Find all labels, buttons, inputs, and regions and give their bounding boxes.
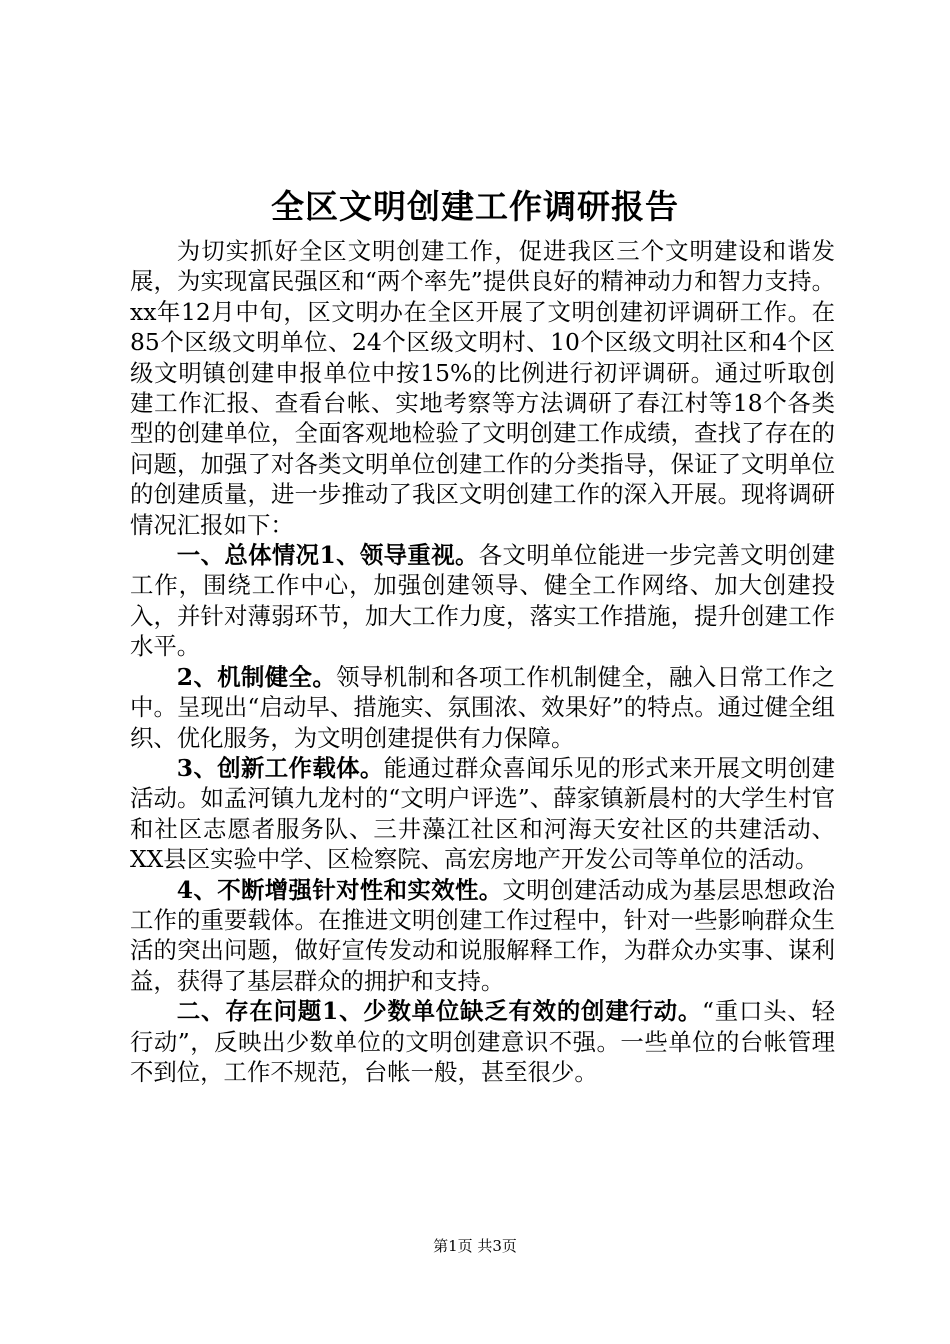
paragraph-lead: 2、机制健全。: [176, 662, 337, 691]
page-footer: 第1页 共3页: [433, 1237, 517, 1255]
paragraph-lead: 4、不断增强针对性和实效性。: [176, 875, 503, 904]
paragraph-text: “重口头、轻行动”，反映出少数单位的文明创建意识不强。一些单位的台帐管理不到位，工作不规范，台帐一般，甚至很少。: [130, 997, 835, 1086]
paragraph-lead: 二、存在问题1、少数单位缺乏有效的创建行动。: [176, 997, 703, 1026]
paragraph-lead: 一、总体情况1、领导重视。: [176, 541, 479, 570]
paragraph-innovation: [130, 753, 835, 875]
paragraph-problems: [130, 996, 835, 1087]
document-title: 全区文明创建工作调研报告: [271, 187, 679, 226]
paragraph-intro: [130, 236, 835, 540]
document-body: [130, 236, 835, 1087]
paragraph-mechanism: [130, 662, 835, 753]
paragraph-leadership: [130, 540, 835, 662]
paragraph-text: 能通过群众喜闻乐见的形式来开展文明创建活动。如孟河镇九龙村的“文明户评选”、薛家镇新晨村的大学生村官和社区志愿者服务队、三井藻江社区和河海天安社区的共建活动、XX县区实验中学、区检察院、高宏房地产开发公司等单位的活动。: [130, 753, 835, 874]
paragraph-text: 领导机制和各项工作机制健全，融入日常工作之中。呈现出“启动早、措施实、氛围浓、效果好”的特点。通过健全组织、优化服务，为文明创建提供有力保障。: [130, 662, 835, 752]
paragraph-text: 各文明单位能进一步完善文明创建工作，围绕工作中心，加强创建领导、健全工作网络、加大创建投入，并针对薄弱环节，加大工作力度，落实工作措施，提升创建工作水平。: [130, 541, 836, 661]
paragraph-text: 为切实抓好全区文明创建工作，促进我区三个文明建设和谐发展，为实现富民强区和“两个率先”提供良好的精神动力和智力支持。xx年12月中旬，区文明办在全区开展了文明创建初评调研工作。在85个区级文明单位、24个区级文明村、10个区级文明社区和4个区级文明镇创建申报单位中按15%的比例进行初评调研。通过听取创建工作汇报、查看台帐、实地考察等方法调研了春江村等18个各类型的创建单位，全面客观地检验了文明创建工作成绩，查找了存在的问题，加强了对各类文明单位创建工作的分类指导，保证了文明单位的创建质量，进一步推动了我区文明创建工作的深入开展。现将调研情况汇报如下：: [130, 237, 835, 539]
paragraph-text: 文明创建活动成为基层思想政治工作的重要载体。在推进文明创建工作过程中，针对一些影响群众生活的突出问题，做好宣传发动和说服解释工作，为群众办实事、谋利益，获得了基层群众的拥护和支持。: [130, 875, 835, 995]
paragraph-lead: 3、创新工作载体。: [176, 753, 384, 782]
paragraph-effectiveness: [130, 875, 835, 997]
